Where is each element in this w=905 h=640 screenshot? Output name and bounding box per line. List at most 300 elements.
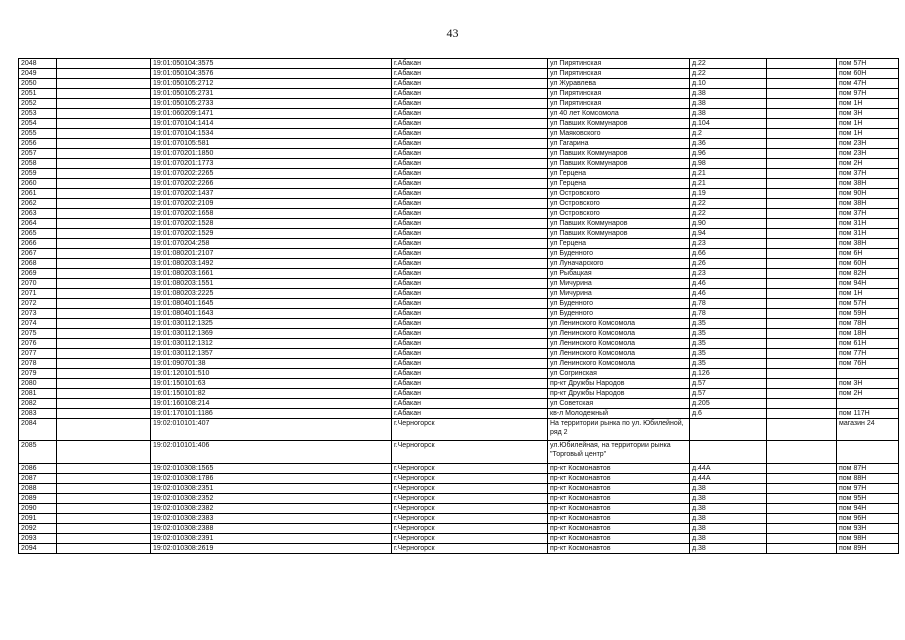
row-number-cell: 2067 xyxy=(19,249,57,259)
building-cell xyxy=(767,534,837,544)
street-cell: ул Луначарского xyxy=(548,259,690,269)
house-cell: д.46 xyxy=(690,279,767,289)
premises-cell: пом 57Н xyxy=(837,299,899,309)
premises-cell: пом 57Н xyxy=(837,59,899,69)
premises-cell: пом 38Н xyxy=(837,179,899,189)
cadastral-number-cell: 19:01:050104:3575 xyxy=(151,59,392,69)
table-row xyxy=(19,169,899,179)
house-cell: д.23 xyxy=(690,269,767,279)
row-number-cell: 2085 xyxy=(19,441,57,464)
city-cell: г.Абакан xyxy=(392,109,548,119)
premises-cell: пом 96Н xyxy=(837,514,899,524)
premises-cell: пом 98Н xyxy=(837,534,899,544)
table-row xyxy=(19,399,899,409)
street-cell: пр-кт Космонавтов xyxy=(548,504,690,514)
street-cell: ул.Юбилейная, на территории рынка "Торговый центр" xyxy=(548,441,690,464)
street-cell: пр-кт Космонавтов xyxy=(548,524,690,534)
empty-cell xyxy=(57,534,151,544)
empty-cell xyxy=(57,119,151,129)
premises-cell: пом 77Н xyxy=(837,349,899,359)
premises-cell: пом 2Н xyxy=(837,159,899,169)
table-row xyxy=(19,99,899,109)
empty-cell xyxy=(57,269,151,279)
row-number-cell: 2073 xyxy=(19,309,57,319)
table-row xyxy=(19,279,899,289)
house-cell: д.44А xyxy=(690,474,767,484)
house-cell: д.38 xyxy=(690,514,767,524)
building-cell xyxy=(767,494,837,504)
table-row xyxy=(19,441,899,464)
row-number-cell: 2061 xyxy=(19,189,57,199)
street-cell: ул Павших Коммунаров xyxy=(548,119,690,129)
table-row xyxy=(19,484,899,494)
street-cell: пр-кт Дружбы Народов xyxy=(548,379,690,389)
house-cell: д.66 xyxy=(690,249,767,259)
house-cell: д.98 xyxy=(690,159,767,169)
building-cell xyxy=(767,109,837,119)
empty-cell xyxy=(57,544,151,554)
empty-cell xyxy=(57,69,151,79)
row-number-cell: 2048 xyxy=(19,59,57,69)
premises-cell: пом 3Н xyxy=(837,379,899,389)
table-row xyxy=(19,259,899,269)
cadastral-number-cell: 19:01:070105:581 xyxy=(151,139,392,149)
empty-cell xyxy=(57,209,151,219)
premises-cell xyxy=(837,441,899,464)
table-row xyxy=(19,339,899,349)
house-cell: д.38 xyxy=(690,534,767,544)
cadastral-number-cell: 19:02:010308:1565 xyxy=(151,464,392,474)
house-cell: д.126 xyxy=(690,369,767,379)
cadastral-number-cell: 19:01:150101:63 xyxy=(151,379,392,389)
building-cell xyxy=(767,504,837,514)
house-cell: д.35 xyxy=(690,339,767,349)
row-number-cell: 2079 xyxy=(19,369,57,379)
building-cell xyxy=(767,514,837,524)
premises-cell: пом 88Н xyxy=(837,474,899,484)
house-cell: д.35 xyxy=(690,329,767,339)
premises-cell: пом 60Н xyxy=(837,259,899,269)
empty-cell xyxy=(57,514,151,524)
row-number-cell: 2059 xyxy=(19,169,57,179)
empty-cell xyxy=(57,129,151,139)
cadastral-number-cell: 19:01:070104:1534 xyxy=(151,129,392,139)
premises-cell: пом 89Н xyxy=(837,544,899,554)
premises-cell: пом 23Н xyxy=(837,149,899,159)
city-cell: г.Абакан xyxy=(392,359,548,369)
cadastral-number-cell: 19:01:070104:1414 xyxy=(151,119,392,129)
building-cell xyxy=(767,474,837,484)
table-row xyxy=(19,199,899,209)
row-number-cell: 2080 xyxy=(19,379,57,389)
street-cell: ул Герцена xyxy=(548,239,690,249)
house-cell: д.38 xyxy=(690,544,767,554)
row-number-cell: 2063 xyxy=(19,209,57,219)
cadastral-number-cell: 19:01:050105:2731 xyxy=(151,89,392,99)
building-cell xyxy=(767,464,837,474)
street-cell: ул Ленинского Комсомола xyxy=(548,329,690,339)
empty-cell xyxy=(57,239,151,249)
house-cell: д.26 xyxy=(690,259,767,269)
street-cell: ул Пирятинская xyxy=(548,59,690,69)
empty-cell xyxy=(57,399,151,409)
street-cell: ул Пирятинская xyxy=(548,89,690,99)
premises-cell: пом 18Н xyxy=(837,329,899,339)
cadastral-number-cell: 19:01:070202:1528 xyxy=(151,219,392,229)
city-cell: г.Черногорск xyxy=(392,494,548,504)
building-cell xyxy=(767,309,837,319)
street-cell: ул Мичурина xyxy=(548,289,690,299)
city-cell: г.Абакан xyxy=(392,99,548,109)
empty-cell xyxy=(57,504,151,514)
house-cell: д.10 xyxy=(690,79,767,89)
premises-cell: пом 1Н xyxy=(837,119,899,129)
premises-cell: пом 97Н xyxy=(837,89,899,99)
house-cell: д.90 xyxy=(690,219,767,229)
street-cell: ул Островского xyxy=(548,209,690,219)
row-number-cell: 2056 xyxy=(19,139,57,149)
house-cell: д.96 xyxy=(690,149,767,159)
premises-cell: пом 93Н xyxy=(837,524,899,534)
table-row xyxy=(19,309,899,319)
building-cell xyxy=(767,199,837,209)
building-cell xyxy=(767,319,837,329)
premises-cell: пом 37Н xyxy=(837,169,899,179)
street-cell: ул Ленинского Комсомола xyxy=(548,349,690,359)
building-cell xyxy=(767,79,837,89)
empty-cell xyxy=(57,179,151,189)
page-number: 43 xyxy=(446,26,459,40)
premises-cell: пом 1Н xyxy=(837,99,899,109)
table-row xyxy=(19,289,899,299)
premises-cell: пом 87Н xyxy=(837,464,899,474)
cadastral-number-cell: 19:02:010308:2388 xyxy=(151,524,392,534)
table-row xyxy=(19,119,899,129)
cadastral-number-cell: 19:02:010101:406 xyxy=(151,441,392,464)
street-cell: пр-кт Космонавтов xyxy=(548,544,690,554)
cadastral-number-cell: 19:01:070202:2265 xyxy=(151,169,392,179)
city-cell: г.Абакан xyxy=(392,69,548,79)
street-cell: ул Рыбацкая xyxy=(548,269,690,279)
table-row xyxy=(19,129,899,139)
street-cell: ул Герцена xyxy=(548,179,690,189)
row-number-cell: 2058 xyxy=(19,159,57,169)
city-cell: г.Абакан xyxy=(392,209,548,219)
row-number-cell: 2087 xyxy=(19,474,57,484)
table-row xyxy=(19,209,899,219)
city-cell: г.Абакан xyxy=(392,259,548,269)
house-cell: д.38 xyxy=(690,109,767,119)
empty-cell xyxy=(57,99,151,109)
house-cell: д.78 xyxy=(690,299,767,309)
premises-cell: пом 47Н xyxy=(837,79,899,89)
empty-cell xyxy=(57,219,151,229)
empty-cell xyxy=(57,484,151,494)
empty-cell xyxy=(57,249,151,259)
empty-cell xyxy=(57,79,151,89)
table-row xyxy=(19,534,899,544)
house-cell: д.38 xyxy=(690,504,767,514)
table-row xyxy=(19,319,899,329)
building-cell xyxy=(767,129,837,139)
premises-cell: магазин 24 xyxy=(837,419,899,441)
empty-cell xyxy=(57,389,151,399)
row-number-cell: 2093 xyxy=(19,534,57,544)
cadastral-number-cell: 19:01:080203:1661 xyxy=(151,269,392,279)
city-cell: г.Абакан xyxy=(392,89,548,99)
empty-cell xyxy=(57,279,151,289)
house-cell: д.104 xyxy=(690,119,767,129)
premises-cell: пом 31Н xyxy=(837,219,899,229)
city-cell: г.Черногорск xyxy=(392,474,548,484)
table-row xyxy=(19,514,899,524)
register-table xyxy=(18,58,899,554)
row-number-cell: 2050 xyxy=(19,79,57,89)
empty-cell xyxy=(57,199,151,209)
city-cell: г.Абакан xyxy=(392,249,548,259)
city-cell: г.Черногорск xyxy=(392,484,548,494)
building-cell xyxy=(767,99,837,109)
house-cell: д.38 xyxy=(690,494,767,504)
empty-cell xyxy=(57,441,151,464)
empty-cell xyxy=(57,409,151,419)
house-cell: д.57 xyxy=(690,389,767,399)
house-cell: д.22 xyxy=(690,59,767,69)
house-cell: д.19 xyxy=(690,189,767,199)
street-cell: пр-кт Космонавтов xyxy=(548,474,690,484)
building-cell xyxy=(767,289,837,299)
street-cell: кв-л Молодежный xyxy=(548,409,690,419)
building-cell xyxy=(767,339,837,349)
empty-cell xyxy=(57,299,151,309)
building-cell xyxy=(767,229,837,239)
cadastral-number-cell: 19:01:080401:1643 xyxy=(151,309,392,319)
premises-cell xyxy=(837,399,899,409)
premises-cell: пом 37Н xyxy=(837,209,899,219)
house-cell: д.36 xyxy=(690,139,767,149)
empty-cell xyxy=(57,524,151,534)
house-cell: д.21 xyxy=(690,169,767,179)
cadastral-number-cell: 19:02:010308:2391 xyxy=(151,534,392,544)
row-number-cell: 2068 xyxy=(19,259,57,269)
empty-cell xyxy=(57,419,151,441)
cadastral-number-cell: 19:01:050105:2712 xyxy=(151,79,392,89)
premises-cell: пом 2Н xyxy=(837,389,899,399)
row-number-cell: 2064 xyxy=(19,219,57,229)
premises-cell: пом 1Н xyxy=(837,289,899,299)
table-row xyxy=(19,299,899,309)
cadastral-number-cell: 19:01:070201:1773 xyxy=(151,159,392,169)
city-cell: г.Абакан xyxy=(392,129,548,139)
table-row xyxy=(19,494,899,504)
house-cell: д.44А xyxy=(690,464,767,474)
cadastral-number-cell: 19:01:070202:1658 xyxy=(151,209,392,219)
city-cell: г.Черногорск xyxy=(392,544,548,554)
empty-cell xyxy=(57,139,151,149)
row-number-cell: 2076 xyxy=(19,339,57,349)
row-number-cell: 2078 xyxy=(19,359,57,369)
city-cell: г.Абакан xyxy=(392,279,548,289)
street-cell: ул Маяковского xyxy=(548,129,690,139)
building-cell xyxy=(767,149,837,159)
street-cell: ул Павших Коммунаров xyxy=(548,229,690,239)
street-cell: ул Пирятинская xyxy=(548,99,690,109)
city-cell: г.Абакан xyxy=(392,409,548,419)
street-cell: ул Согринская xyxy=(548,369,690,379)
table-row xyxy=(19,389,899,399)
table-row xyxy=(19,419,899,441)
cadastral-number-cell: 19:01:070201:1850 xyxy=(151,149,392,159)
table-row xyxy=(19,409,899,419)
table-row xyxy=(19,149,899,159)
row-number-cell: 2083 xyxy=(19,409,57,419)
city-cell: г.Абакан xyxy=(392,399,548,409)
cadastral-number-cell: 19:01:070202:2109 xyxy=(151,199,392,209)
table-row xyxy=(19,464,899,474)
cadastral-number-cell: 19:01:030112:1357 xyxy=(151,349,392,359)
building-cell xyxy=(767,441,837,464)
city-cell: г.Абакан xyxy=(392,239,548,249)
row-number-cell: 2072 xyxy=(19,299,57,309)
city-cell: г.Абакан xyxy=(392,349,548,359)
city-cell: г.Абакан xyxy=(392,339,548,349)
city-cell: г.Абакан xyxy=(392,369,548,379)
building-cell xyxy=(767,249,837,259)
house-cell: д.6 xyxy=(690,409,767,419)
city-cell: г.Абакан xyxy=(392,329,548,339)
premises-cell: пом 38Н xyxy=(837,199,899,209)
building-cell xyxy=(767,269,837,279)
premises-cell: пом 3Н xyxy=(837,109,899,119)
cadastral-number-cell: 19:02:010308:2383 xyxy=(151,514,392,524)
building-cell xyxy=(767,219,837,229)
building-cell xyxy=(767,389,837,399)
building-cell xyxy=(767,299,837,309)
premises-cell: пом 6Н xyxy=(837,249,899,259)
empty-cell xyxy=(57,259,151,269)
table-row xyxy=(19,359,899,369)
city-cell: г.Черногорск xyxy=(392,464,548,474)
house-cell: д.38 xyxy=(690,524,767,534)
building-cell xyxy=(767,544,837,554)
table-row xyxy=(19,249,899,259)
street-cell: ул Островского xyxy=(548,199,690,209)
building-cell xyxy=(767,139,837,149)
premises-cell xyxy=(837,369,899,379)
house-cell: д.22 xyxy=(690,69,767,79)
table-row xyxy=(19,89,899,99)
empty-cell xyxy=(57,309,151,319)
empty-cell xyxy=(57,349,151,359)
row-number-cell: 2084 xyxy=(19,419,57,441)
city-cell: г.Черногорск xyxy=(392,514,548,524)
street-cell: пр-кт Дружбы Народов xyxy=(548,389,690,399)
premises-cell: пом 76Н xyxy=(837,359,899,369)
house-cell: д.46 xyxy=(690,289,767,299)
house-cell: д.35 xyxy=(690,359,767,369)
street-cell: ул Буденного xyxy=(548,249,690,259)
row-number-cell: 2074 xyxy=(19,319,57,329)
premises-cell: пом 97Н xyxy=(837,484,899,494)
city-cell: г.Абакан xyxy=(392,199,548,209)
empty-cell xyxy=(57,109,151,119)
city-cell: г.Абакан xyxy=(392,289,548,299)
row-number-cell: 2049 xyxy=(19,69,57,79)
row-number-cell: 2088 xyxy=(19,484,57,494)
building-cell xyxy=(767,349,837,359)
empty-cell xyxy=(57,89,151,99)
row-number-cell: 2089 xyxy=(19,494,57,504)
city-cell: г.Черногорск xyxy=(392,524,548,534)
city-cell: г.Абакан xyxy=(392,189,548,199)
table-row xyxy=(19,189,899,199)
table-row xyxy=(19,219,899,229)
building-cell xyxy=(767,89,837,99)
house-cell: д.21 xyxy=(690,179,767,189)
building-cell xyxy=(767,409,837,419)
row-number-cell: 2052 xyxy=(19,99,57,109)
empty-cell xyxy=(57,474,151,484)
table-row xyxy=(19,239,899,249)
street-cell: пр-кт Космонавтов xyxy=(548,484,690,494)
table-row xyxy=(19,369,899,379)
building-cell xyxy=(767,179,837,189)
table-row xyxy=(19,229,899,239)
street-cell: пр-кт Космонавтов xyxy=(548,534,690,544)
row-number-cell: 2062 xyxy=(19,199,57,209)
row-number-cell: 2081 xyxy=(19,389,57,399)
table-row xyxy=(19,329,899,339)
empty-cell xyxy=(57,229,151,239)
street-cell: ул Ленинского Комсомола xyxy=(548,319,690,329)
street-cell: пр-кт Космонавтов xyxy=(548,494,690,504)
cadastral-number-cell: 19:01:030112:1312 xyxy=(151,339,392,349)
table-row xyxy=(19,109,899,119)
cadastral-number-cell: 19:02:010101:407 xyxy=(151,419,392,441)
street-cell: ул Журавлева xyxy=(548,79,690,89)
city-cell: г.Абакан xyxy=(392,169,548,179)
row-number-cell: 2077 xyxy=(19,349,57,359)
building-cell xyxy=(767,484,837,494)
empty-cell xyxy=(57,464,151,474)
house-cell: д.38 xyxy=(690,484,767,494)
empty-cell xyxy=(57,329,151,339)
city-cell: г.Абакан xyxy=(392,149,548,159)
street-cell: пр-кт Космонавтов xyxy=(548,464,690,474)
table-row xyxy=(19,179,899,189)
cadastral-number-cell: 19:01:070202:1437 xyxy=(151,189,392,199)
building-cell xyxy=(767,59,837,69)
street-cell: ул Буденного xyxy=(548,309,690,319)
street-cell: ул Герцена xyxy=(548,169,690,179)
building-cell xyxy=(767,524,837,534)
street-cell: ул Советская xyxy=(548,399,690,409)
row-number-cell: 2082 xyxy=(19,399,57,409)
building-cell xyxy=(767,279,837,289)
cadastral-number-cell: 19:01:070202:1529 xyxy=(151,229,392,239)
row-number-cell: 2091 xyxy=(19,514,57,524)
empty-cell xyxy=(57,339,151,349)
cadastral-number-cell: 19:02:010308:2382 xyxy=(151,504,392,514)
table-row xyxy=(19,544,899,554)
premises-cell: пом 59Н xyxy=(837,309,899,319)
row-number-cell: 2094 xyxy=(19,544,57,554)
street-cell: ул 40 лет Комсомола xyxy=(548,109,690,119)
row-number-cell: 2075 xyxy=(19,329,57,339)
empty-cell xyxy=(57,494,151,504)
street-cell: пр-кт Космонавтов xyxy=(548,514,690,524)
row-number-cell: 2069 xyxy=(19,269,57,279)
